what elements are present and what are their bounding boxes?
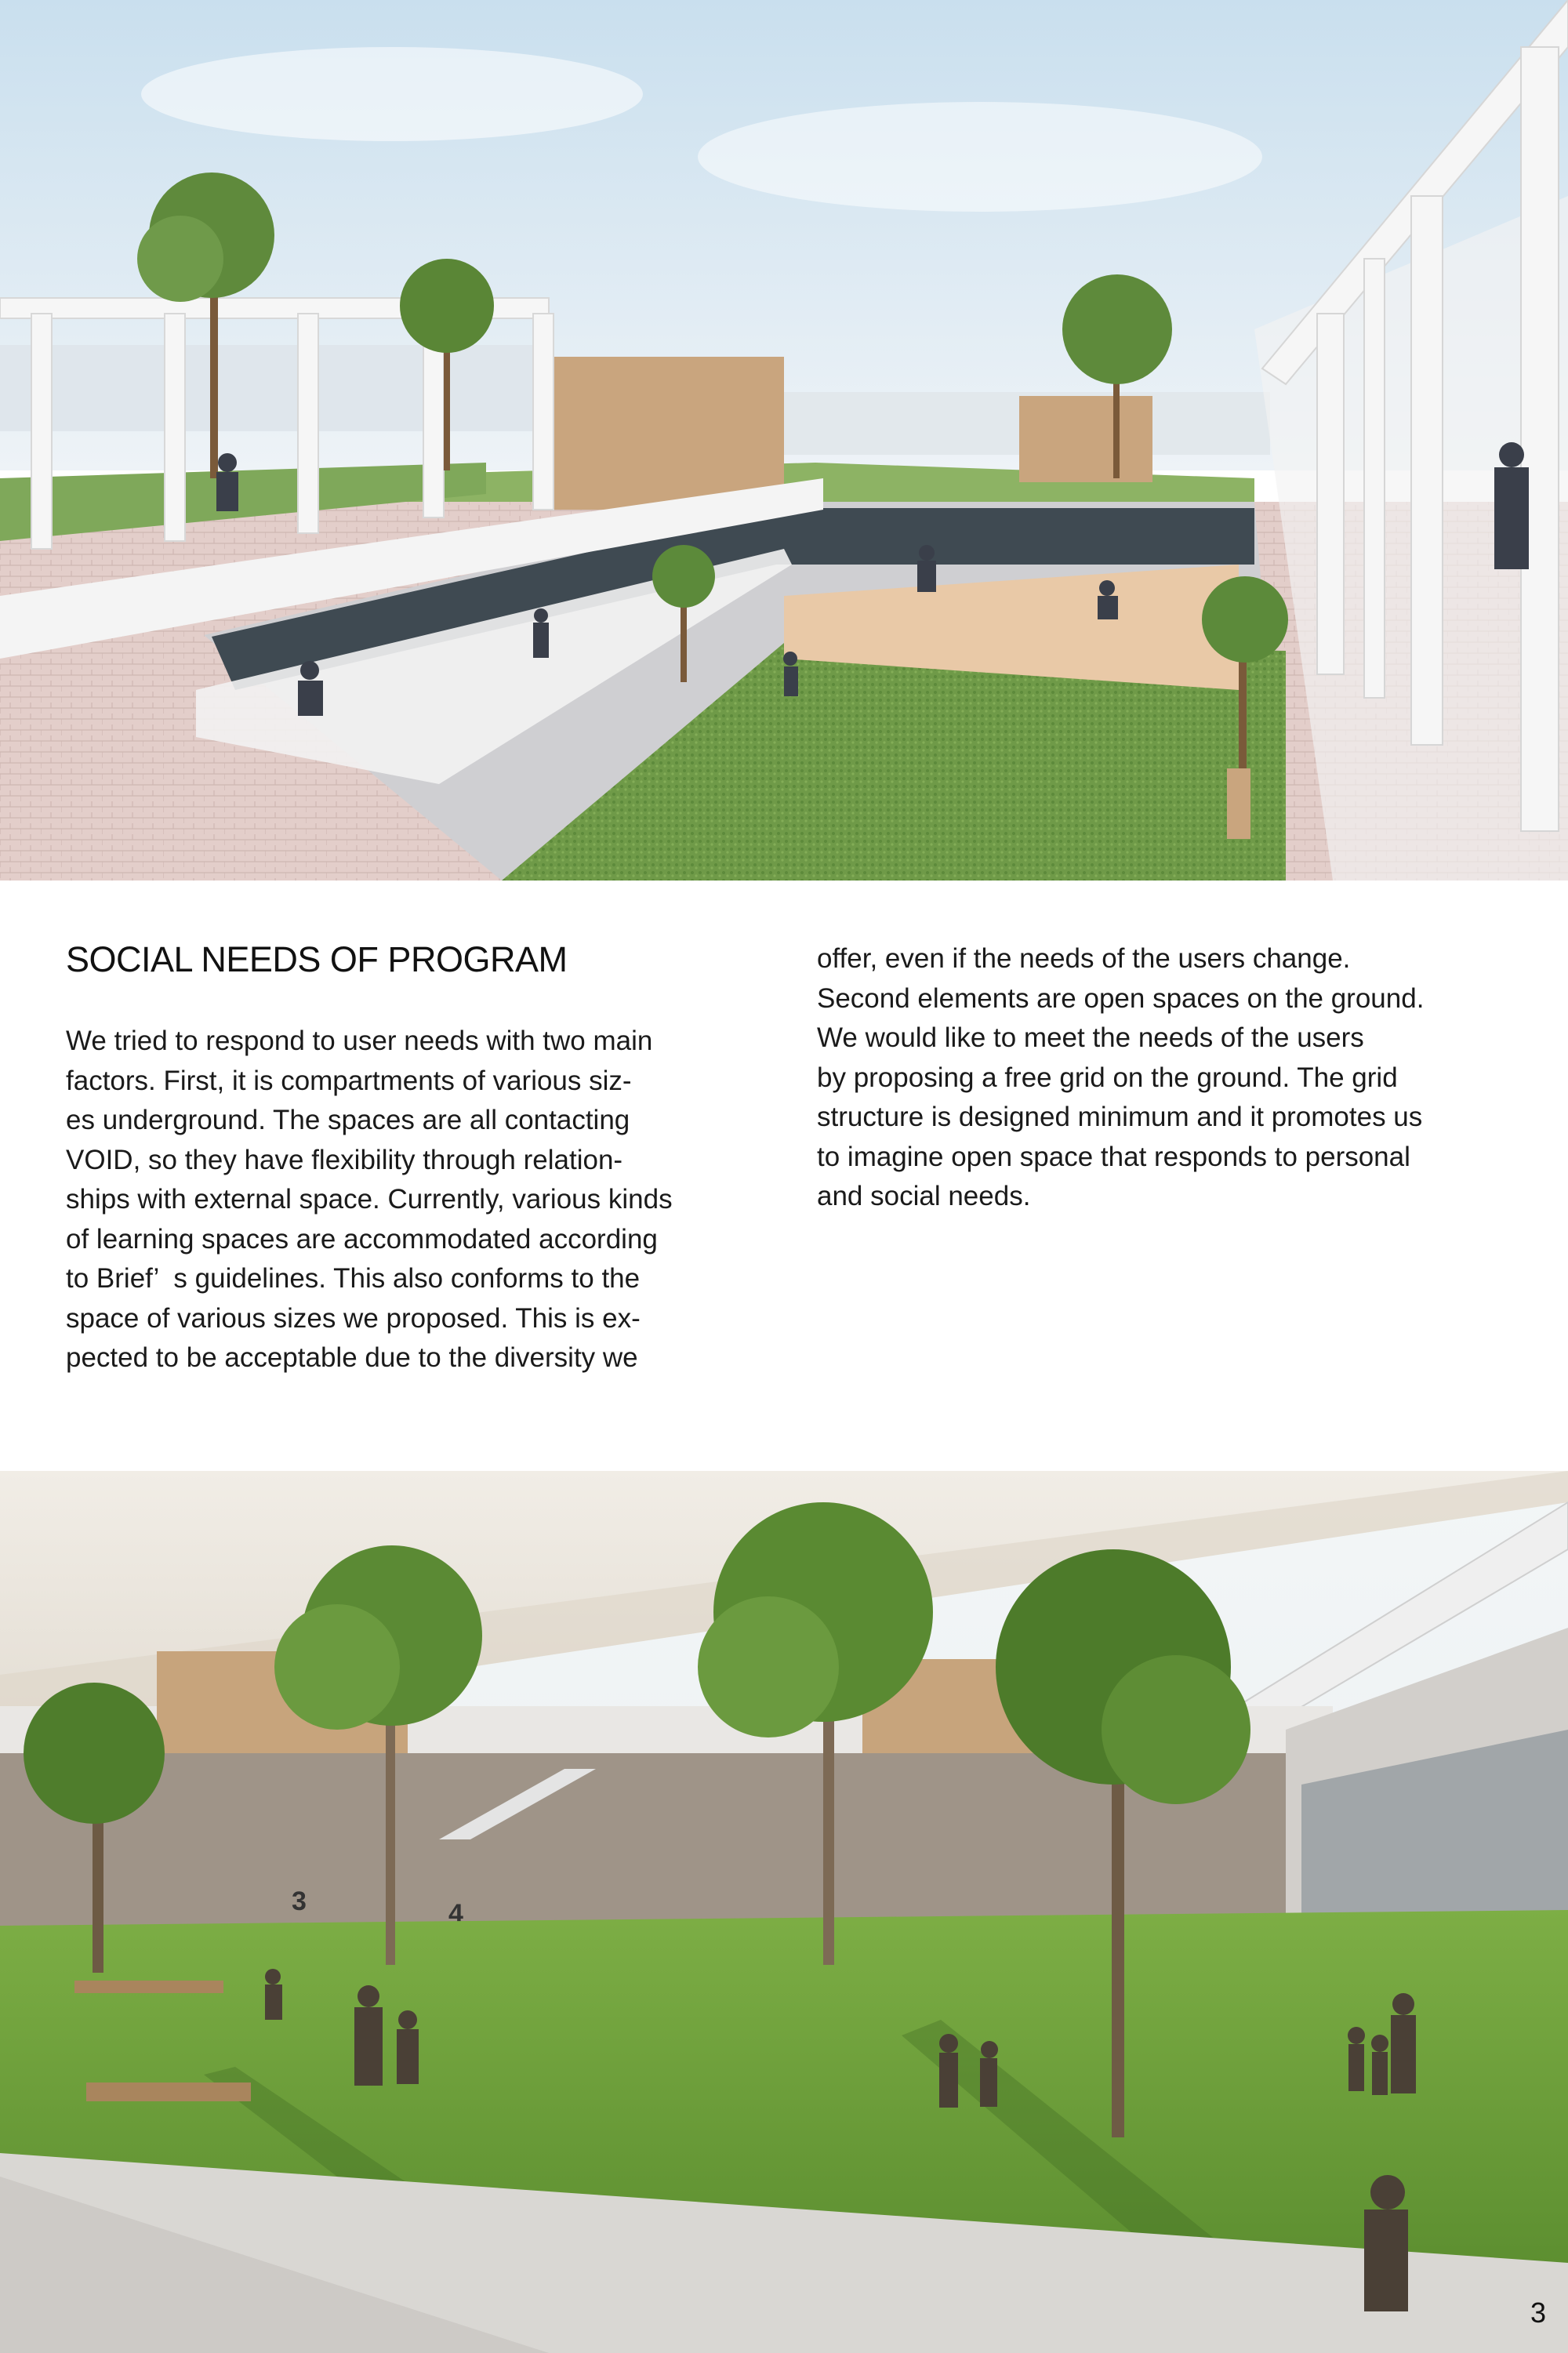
body-text-column-right	[817, 939, 1424, 1217]
room-number-4: 4	[448, 1899, 463, 1929]
render-courtyard-aerial	[0, 0, 1568, 881]
page-number: 3	[1530, 2297, 1546, 2329]
body-text-line: structure is designed minimum and it promotes us	[817, 1102, 1423, 1132]
body-text-line: We would like to meet the needs of the users	[817, 1022, 1364, 1053]
body-text-column-left	[66, 1022, 673, 1378]
body-text-line: to imagine open space that responds to personal	[817, 1141, 1410, 1172]
body-text-line: of learning spaces are accommodated according	[66, 1223, 658, 1255]
render-courtyard-ground	[0, 1471, 1568, 2353]
body-text-line: factors. First, it is compartments of various siz-	[66, 1065, 632, 1096]
body-text-line: VOID, so they have flexibility through relation-	[66, 1144, 623, 1175]
page-title: SOCIAL NEEDS OF PROGRAM	[66, 939, 568, 979]
room-number-3: 3	[292, 1886, 307, 1916]
body-text-line: and social needs.	[817, 1181, 1031, 1211]
body-text-line: es underground. The spaces are all contacting	[66, 1105, 630, 1135]
body-text-line: Second elements are open spaces on the ground.	[817, 982, 1425, 1014]
body-text-line: by proposing a free grid on the ground. The grid	[817, 1062, 1398, 1093]
body-text-line: offer, even if the needs of the users change.	[817, 943, 1351, 974]
body-text-line: to Brief’ s guidelines. This also conforms to the	[66, 1263, 641, 1294]
body-text-line: pected to be acceptable due to the diversity we	[66, 1342, 638, 1373]
body-text-line: space of various sizes we proposed. This is ex-	[66, 1302, 641, 1334]
body-text-line: We tried to respond to user needs with two main	[66, 1026, 653, 1056]
body-text-line: ships with external space. Currently, various kinds	[66, 1184, 673, 1215]
